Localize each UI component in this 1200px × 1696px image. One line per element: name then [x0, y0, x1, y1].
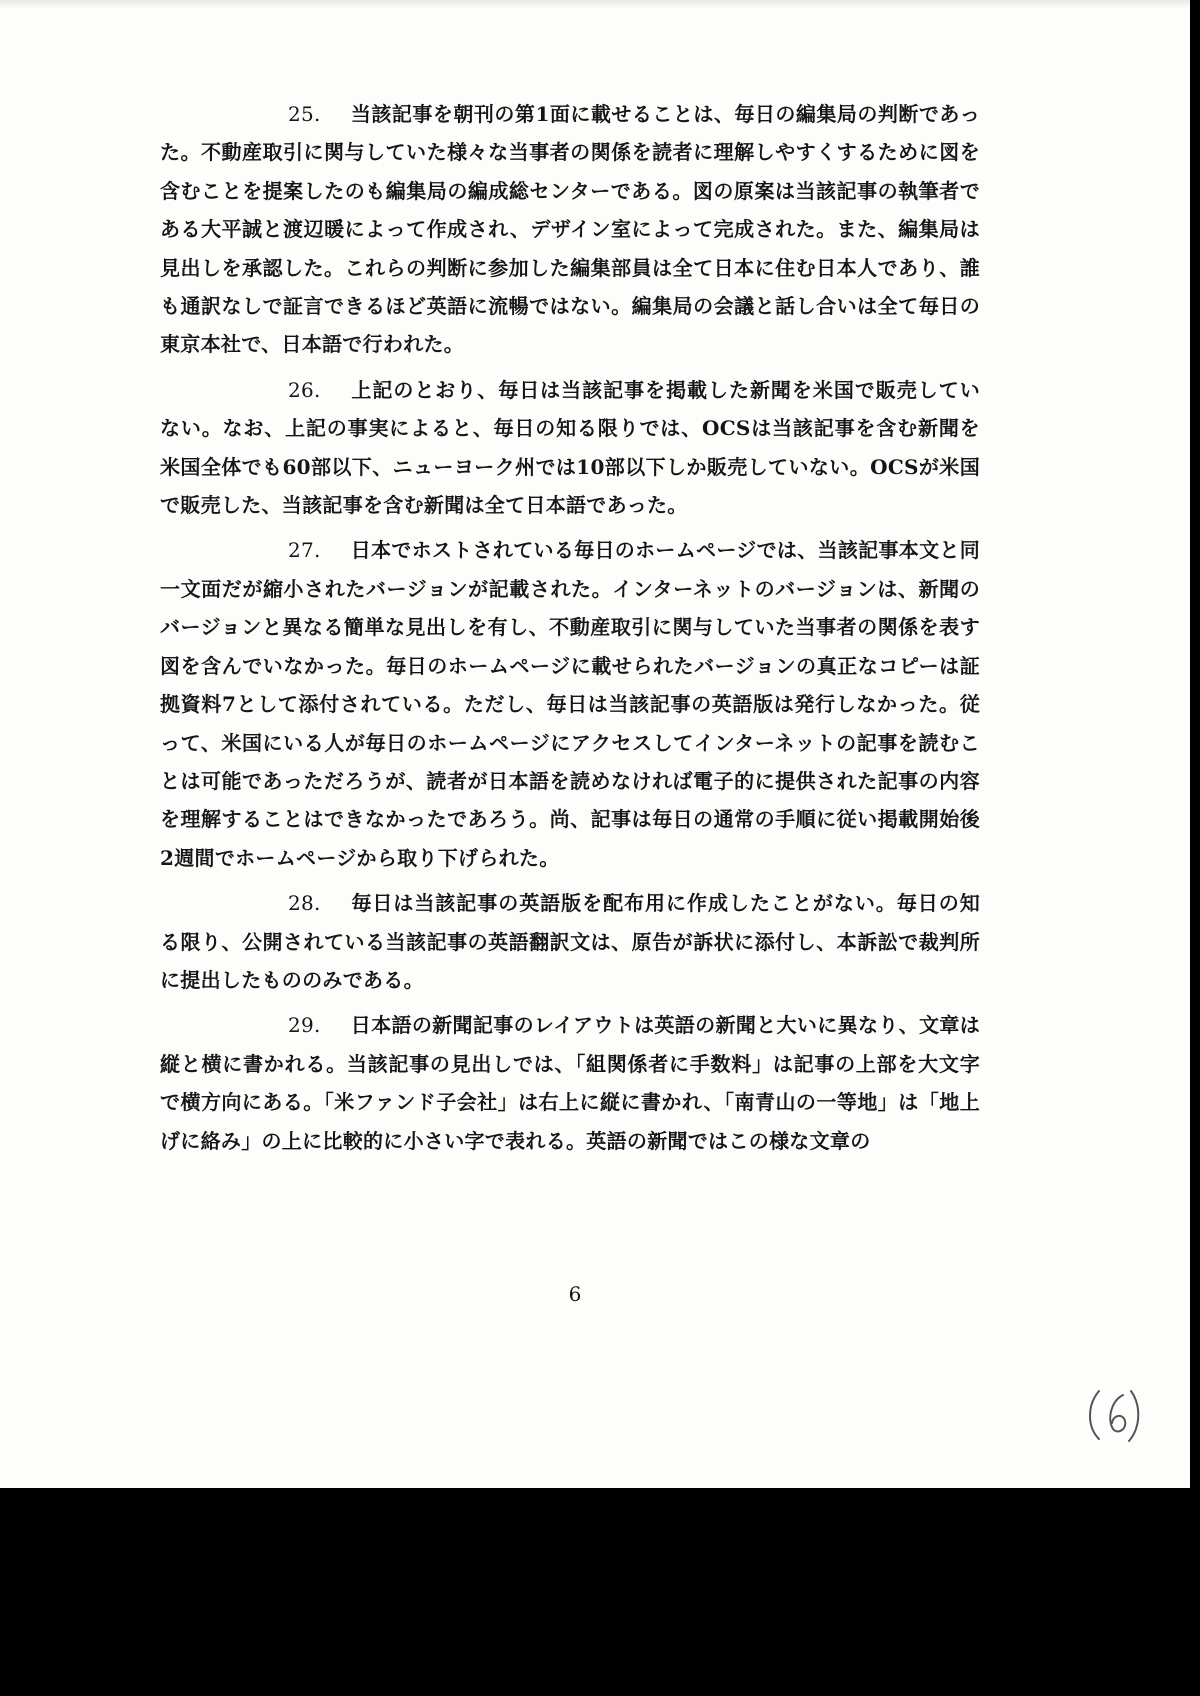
paragraph-text: 当該記事を朝刊の第1面に載せることは、毎日の編集局の判断であった。不動産取引に関与していた様々な当事者の関係を読者に理解しやすくするために図を含むことを提案したのも編集局の編成総センターである。図の原案は当該記事の執筆者である大平誠と渡辺暖によって作成され、デザイン室によって完成された。また、編集局は見出しを承認した。これらの判断に参加した編集部員は全て日本に住む日本人であり、誰も通訳なしで証言できるほど英語に流暢ではない。編集局の会議と話し合いは全て毎日の東京本社で、日本語で行われた。	[160, 102, 980, 357]
paragraph-number: 29.	[288, 1013, 321, 1038]
page-number: 6	[568, 1282, 582, 1306]
paragraph-25	[160, 95, 980, 364]
paragraph-28	[160, 884, 980, 999]
paragraph-number: 27.	[288, 538, 321, 563]
paragraph-26	[160, 371, 980, 525]
paragraph-27	[160, 531, 980, 877]
paragraph-text: 毎日は当該記事の英語版を配布用に作成したことがない。毎日の知る限り、公開されている当該記事の英語翻訳文は、原告が訴状に添付し、本訴訟で裁判所に提出したもののみである。	[160, 891, 980, 992]
paragraph-text: 日本語の新聞記事のレイアウトは英語の新聞と大いに異なり、文章は縦と横に書かれる。当該記事の見出しでは、「組関係者に手数料」は記事の上部を大文字で横方向にある。「米ファンド子会社」は右上に縦に書かれ、「南青山の一等地」は「地上げに絡み」の上に比較的に小さい字で表れる。英語の新聞ではこの様な文章の	[160, 1013, 980, 1153]
handwritten-page-mark	[1085, 1385, 1145, 1445]
scan-edge-shadow	[0, 0, 1190, 8]
paragraph-text: 日本でホストされている毎日のホームページでは、当該記事本文と同一文面だが縮小されたバージョンが記載された。インターネットのバージョンは、新聞のバージョンと異なる簡単な見出しを有し、不動産取引に関与していた当事者の関係を表す図を含んでいなかった。毎日のホームページに載せられたバージョンの真正なコピーは証拠資料7として添付されている。ただし、毎日は当該記事の英語版は発行しなかった。従って、米国にいる人が毎日のホームページにアクセスしてインターネットの記事を読むことは可能であっただろうが、読者が日本語を読めなければ電子的に提供された記事の内容を理解することはできなかったであろう。尚、記事は毎日の通常の手順に従い掲載開始後2週間でホームページから取り下げられた。	[160, 538, 980, 870]
paragraph-number: 28.	[288, 891, 321, 916]
paragraph-text: 上記のとおり、毎日は当該記事を掲載した新聞を米国で販売していない。なお、上記の事実によると、毎日の知る限りでは、OCSは当該記事を含む新聞を米国全体でも60部以下、ニューヨーク州では10部以下しか販売していない。OCSが米国で販売した、当該記事を含む新聞は全て日本語であった。	[160, 377, 980, 518]
paragraph-29	[160, 1006, 980, 1160]
paragraph-number: 25.	[288, 102, 321, 126]
scan-black-border	[0, 1488, 1200, 1696]
document-body	[160, 95, 980, 1167]
paragraph-number: 26.	[288, 377, 321, 402]
